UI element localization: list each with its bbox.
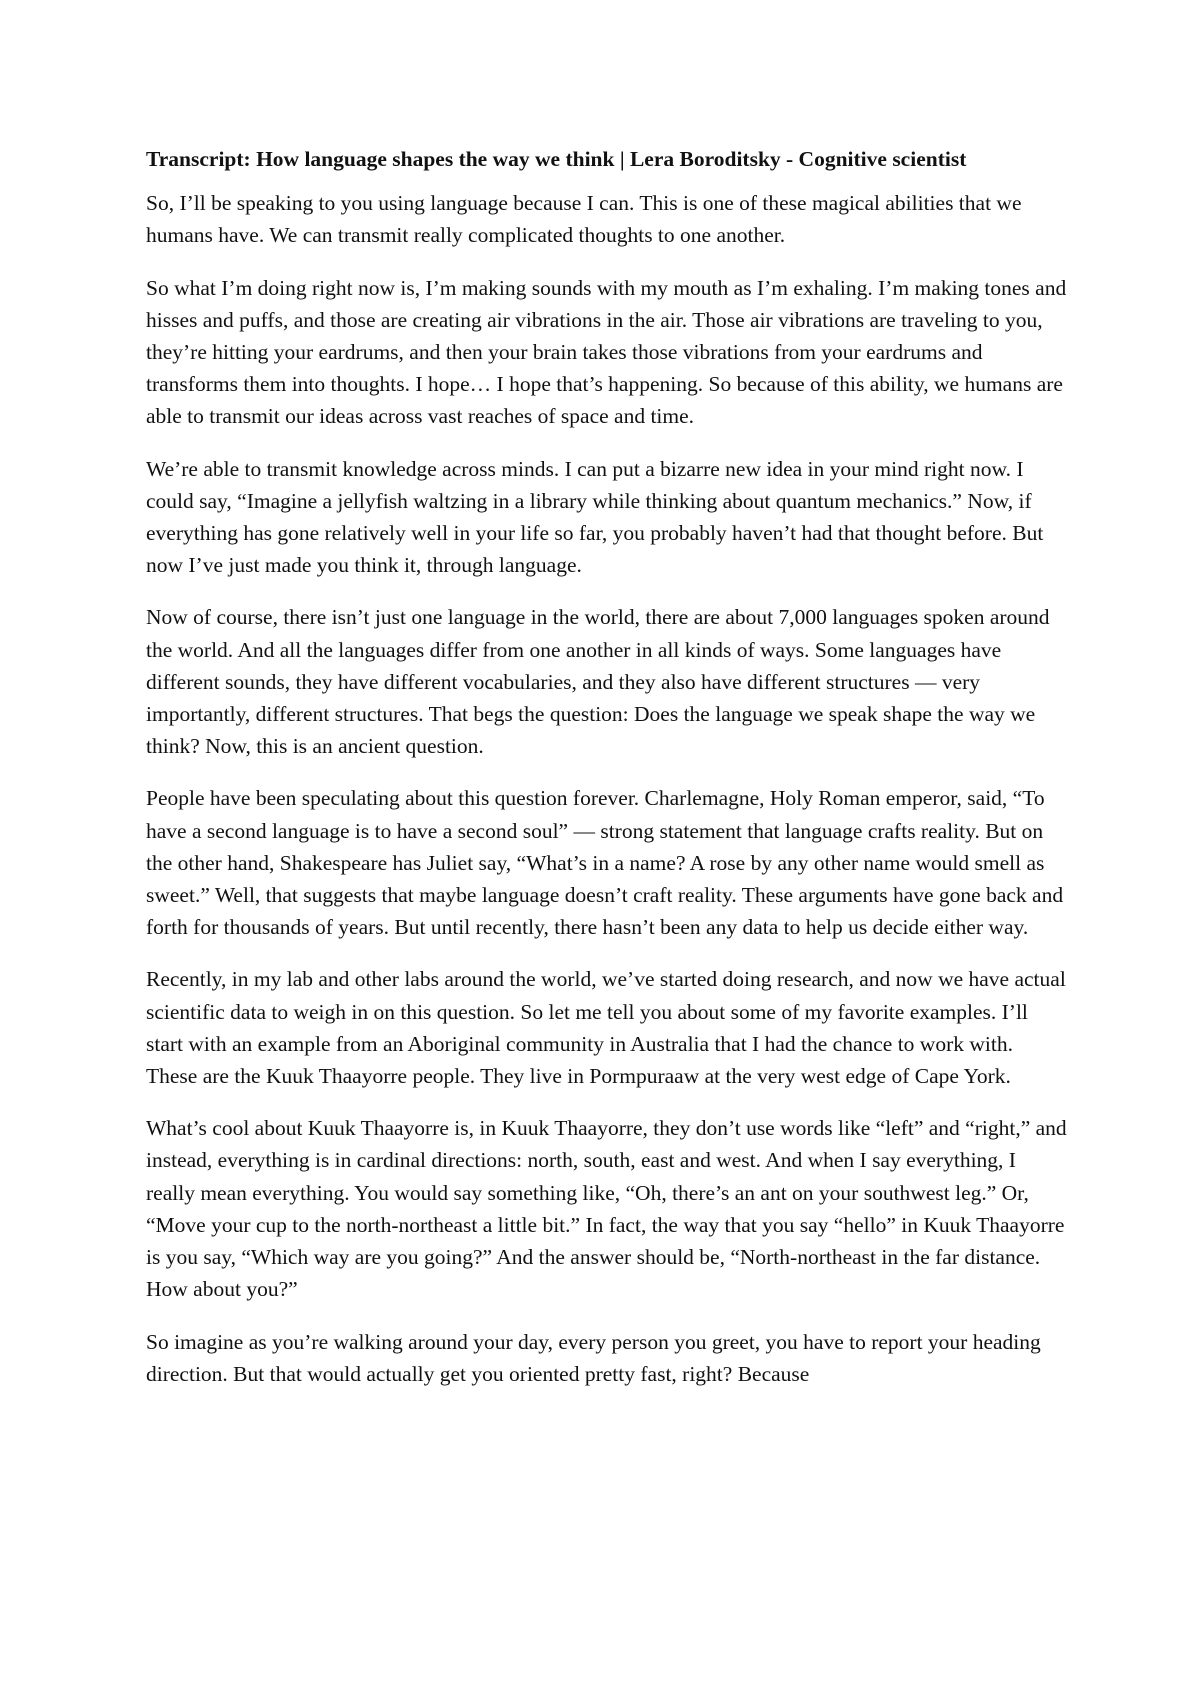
document-title: Transcript: How language shapes the way we think | Lera Boroditsky - Cognitive scientist xyxy=(146,147,967,171)
paragraph: So what I’m doing right now is, I’m making sounds with my mouth as I’m exhaling. I’m making tones and hisses and puffs, and those are creating air vibrations in the air. Those air vibrations are traveling to you, they’re hitting your eardrums, and then your brain takes those vibrations from your eardrums and transforms them into thoughts. I hope… I hope that’s happening. So because of this ability, we humans are able to transmit our ideas across vast reaches of space and time. xyxy=(146,275,1067,429)
paragraph: Recently, in my lab and other labs around the world, we’ve started doing research, and now we have actual scientific data to weigh in on this question. So let me tell you about some of my favorite examples. I’ll start with an example from an Aboriginal community in Australia that I had the chance to work with. These are the Kuuk Thaayorre people. They live in Pormpuraaw at the very west edge of Cape York. xyxy=(146,967,1066,1089)
document-body xyxy=(146,143,1068,1410)
paragraph: What’s cool about Kuuk Thaayorre is, in Kuuk Thaayorre, they don’t use words like “left” and “right,” and instead, everything is in cardinal directions: north, south, east and west. And when I say everything, I really mean everything. You would say something like, “Oh, there’s an ant on your southwest leg.” Or, “Move your cup to the north-northeast a little bit.” In fact, the way that you say “hello” in Kuuk Thaayorre is you say, “Which way are you going?” And the answer should be, “North-northeast in the far distance. How about you?” xyxy=(146,1116,1067,1302)
paragraph: People have been speculating about this question forever. Charlemagne, Holy Roman emperor, said, “To have a second language is to have a second soul” — strong statement that language crafts reality. But on the other hand, Shakespeare has Juliet say, “What’s in a name? A rose by any other name would smell as sweet.” Well, that suggests that maybe language doesn’t craft reality. These arguments have gone back and forth for thousands of years. But until recently, there hasn’t been any data to help us decide either way. xyxy=(146,786,1064,940)
paragraph: So imagine as you’re walking around your day, every person you greet, you have to report your heading direction. But that would actually get you oriented pretty fast, right? Because xyxy=(146,1329,1041,1386)
paragraph: Now of course, there isn’t just one language in the world, there are about 7,000 languages spoken around the world. And all the languages differ from one another in all kinds of ways. Some languages have different sounds, they have different vocabularies, and they also have different structures — very importantly, different structures. That begs the question: Does the language we speak shape the way we think? Now, this is an ancient question. xyxy=(146,605,1050,759)
paragraph: So, I’ll be speaking to you using language because I can. This is one of these magical abilities that we humans have. We can transmit really complicated thoughts to one another. xyxy=(146,191,1022,248)
paragraph: We’re able to transmit knowledge across minds. I can put a bizarre new idea in your mind right now. I could say, “Imagine a jellyfish waltzing in a library while thinking about quantum mechanics.” Now, if everything has gone relatively well in your life so far, you probably haven’t had that thought before. But now I’ve just made you think it, through language. xyxy=(146,456,1044,578)
